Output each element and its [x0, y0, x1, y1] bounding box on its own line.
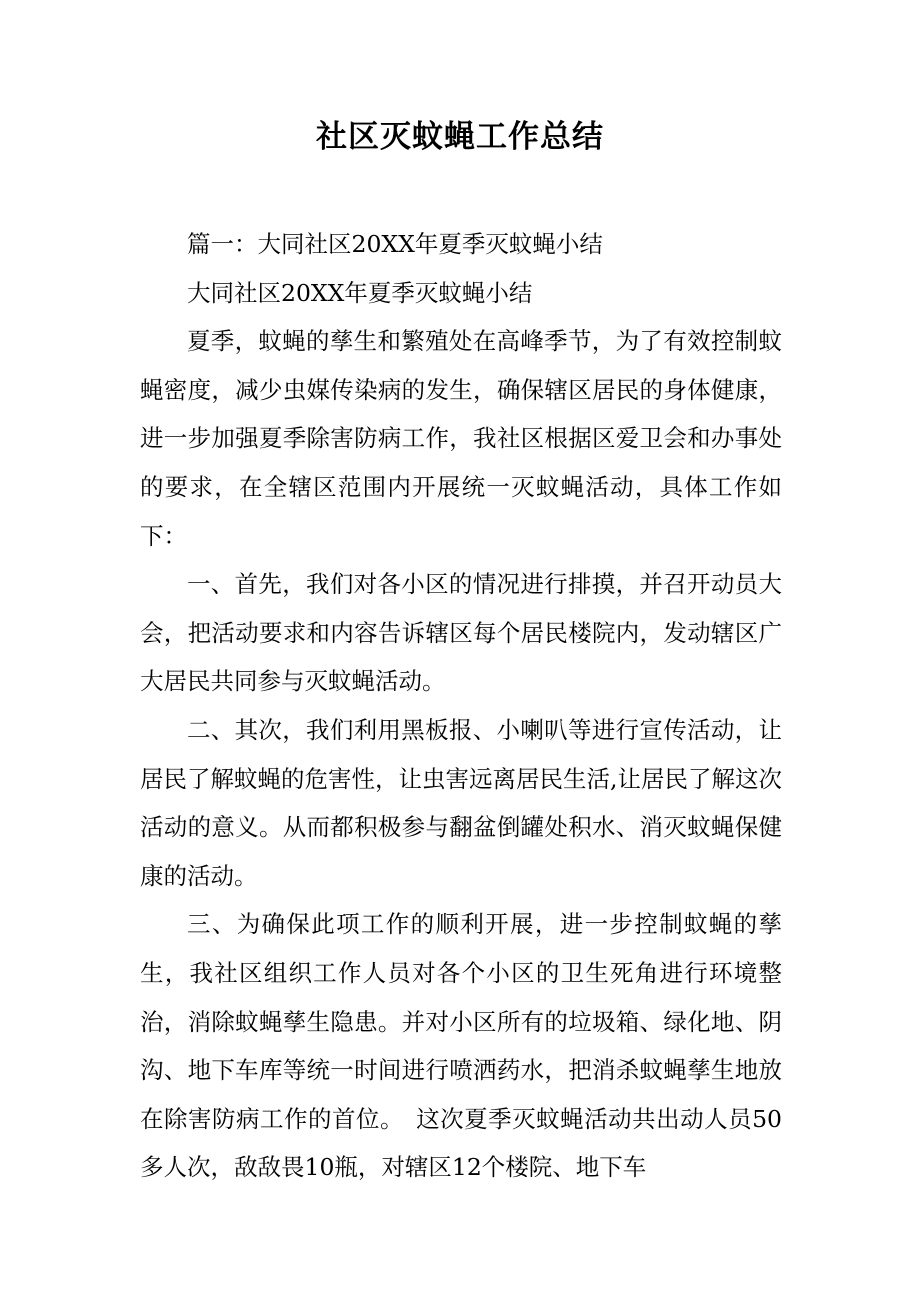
- paragraph-point-three: 三、为确保此项工作的顺利开展，进一步控制蚊蝇的孳生，我社区组织工作人员对各个小区的卫生死角进行环境整治，消除蚊蝇孳生隐患。并对小区所有的垃圾箱、绿化地、阴沟、地下车库等统一时间进行喷洒药水，把消杀蚊蝇孳生地放在除害防病工作的首位。 这次夏季灭蚊蝇活动共出动人员50多人次，敌敌畏10瓶，对辖区12个楼院、地下车: [140, 910, 782, 1182]
- section-heading: 篇一：大同社区20XX年夏季灭蚊蝇小结: [187, 230, 603, 258]
- paragraph-point-one: 一、首先，我们对各小区的情况进行排摸，并召开动员大会，把活动要求和内容告诉辖区每个居民楼院内，发动辖区广大居民共同参与灭蚊蝇活动。: [140, 570, 782, 696]
- document-body: [140, 220, 782, 1192]
- paragraph-intro: 夏季，蚊蝇的孳生和繁殖处在高峰季节，为了有效控制蚊蝇密度，减少虫媒传染病的发生，确保辖区居民的身体健康，进一步加强夏季除害防病工作，我社区根据区爱卫会和办事处的要求，在全辖区范围内开展统一灭蚊蝇活动，具体工作如下：: [140, 327, 782, 550]
- paragraph-point-two: 二、其次，我们利用黑板报、小喇叭等进行宣传活动，让居民了解蚊蝇的危害性，让虫害远离居民生活,让居民了解这次活动的意义。从而都积极参与翻盆倒罐处积水、消灭蚊蝇保健康的活动。: [140, 715, 782, 890]
- document-title: 社区灭蚊蝇工作总结: [316, 119, 604, 155]
- subsection-heading: 大同社区20XX年夏季灭蚊蝇小结: [187, 278, 533, 307]
